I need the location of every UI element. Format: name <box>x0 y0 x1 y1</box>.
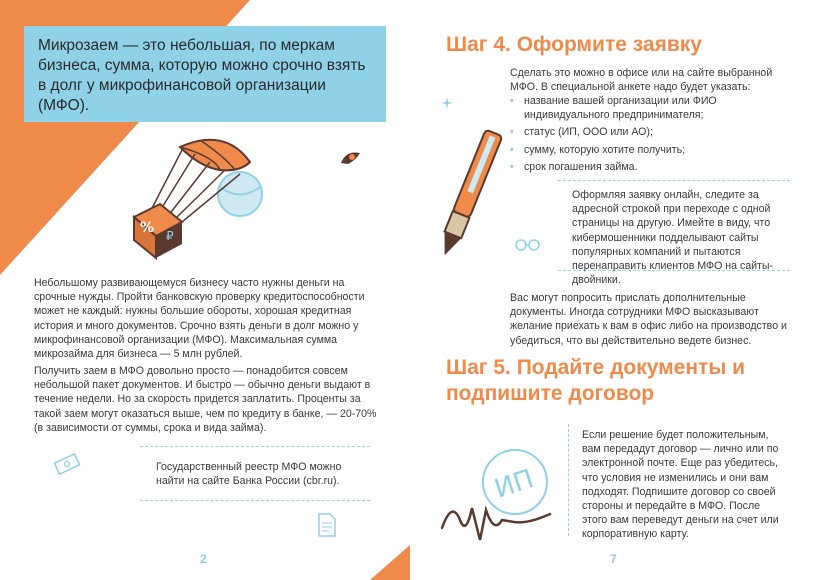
loan-paragraph: Получить заем в МФО довольно просто — понадобится совсем небольшой пакет документов. И быстро — обычно деньги выдают в течение недели. Но за скорость придется заплатить. Проценты за такой заем могут оказаться выше, чем по кредиту в банке, — 20-70% (в зависимости от суммы, срока и вида займа). <box>34 365 377 434</box>
note-top-border <box>140 446 370 447</box>
bullet-icon: • <box>510 143 514 156</box>
list-item: • статус (ИП, ООО или АО); <box>510 126 653 139</box>
glasses-icon <box>514 236 542 252</box>
definition-callout: Микрозаем — это небольшая, по меркам бизнеса, сумма, которую можно срочно взять в долг у микрофинансовой организации (МФО). <box>24 26 386 122</box>
step4-title: Шаг 4. Оформите заявку <box>446 33 702 56</box>
step5-title: Шаг 5. Подайте документы и подпишите договор <box>446 356 746 405</box>
stamp-text: ИП <box>491 464 538 505</box>
right-page <box>410 0 820 580</box>
page-number-left: 2 <box>200 552 207 566</box>
page-number-right: 7 <box>610 552 617 566</box>
pen-illustration <box>424 120 514 275</box>
note-top-border <box>558 180 790 181</box>
document-icon <box>316 512 338 538</box>
registry-note: Государственный реестр МФО можно найти на сайте Банка России (cbr.ru). <box>156 461 342 488</box>
bullet-icon: • <box>510 95 514 107</box>
bullet-icon: • <box>510 160 514 173</box>
bird-icon <box>338 148 364 170</box>
svg-text:%: % <box>140 220 155 236</box>
phishing-warning-note: Оформляя заявку онлайн, следите за адресной строкой при переходе с одной страницы на другую. Имейте в виду, что кибермошенники подделывают сайты популярных компаний и пытаются перенаправить клиентов МФО на сайты-двойники. <box>572 189 774 287</box>
list-item: • срок погашения займа. <box>510 160 638 173</box>
step5-paragraph: Если решение будет положительным, вам передадут договор — лично или по электронной почте. Еще раз убедитесь, что условия не изменились и они вам подходят. Подпишите договор со своей стороны и передайте в МФО. После этого вам переведут деньги на счет или корпоративную карту. <box>582 429 779 541</box>
additional-documents-paragraph: Вас могут попросить прислать дополнительные документы. Иногда сотрудники МФО высказывают желание приехать к вам в офис либо на производство и убедиться, что вы действительно ведете бизнес. <box>510 292 787 347</box>
svg-text:₽: ₽ <box>166 229 174 243</box>
banknote-icon <box>52 452 82 478</box>
list-item: • сумму, которую хотите получить; <box>510 143 686 156</box>
step4-bullet-list <box>510 94 780 177</box>
signature-icon <box>438 490 558 550</box>
step5-side-border <box>568 424 569 536</box>
balloon-illustration <box>120 132 290 267</box>
intro-paragraph: Небольшому развивающемуся бизнесу часто нужны деньги на срочные нужды. Пройти банковскую проверку кредитоспособности может не каждый: нужны большие обороты, хорошая кредитная история и много документов. Срочно взять деньги в долг можно у микрофинансовой организации (МФО). Максимальная сумма микрозайма для бизнеса — 5 млн рублей. <box>34 277 365 361</box>
list-item: • название вашей организации или ФИО индивидуального предпринимателя; <box>510 95 717 122</box>
step4-intro: Сделать это можно в офисе или на сайте выбранной МФО. В специальной анкете надо будет указать: <box>510 67 773 94</box>
bullet-icon: • <box>510 126 514 139</box>
sparkle-icon <box>440 96 454 110</box>
note-bottom-border <box>140 500 370 501</box>
